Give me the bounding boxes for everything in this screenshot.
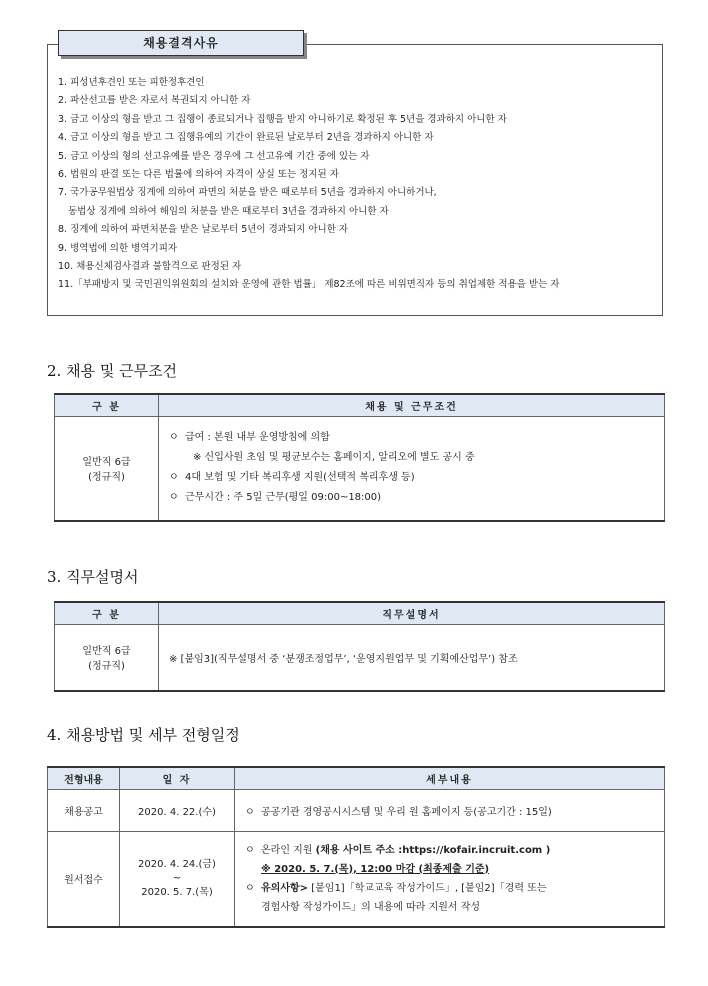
list-item: 11.「부패방지 및 국민권익위원회의 설치와 운영에 관한 법률」 제82조에 따른 비위면직자 등의 취업제한 적용을 받는 자: [58, 279, 560, 291]
section2-heading: 2. 채용 및 근무조건: [47, 362, 178, 380]
category-cell: [55, 624, 159, 691]
column-header-description: 직무설명서: [159, 602, 665, 624]
list-item: 2. 파산선고를 받은 자로서 복권되지 아니한 자: [58, 95, 251, 107]
column-header-category: 구 분: [55, 602, 159, 624]
column-header-date: 일 자: [120, 767, 235, 789]
notice-line: [245, 879, 654, 898]
detail-text: 공공기관 경영공시시스템 및 우리 원 홈페이지 등(공고기간 : 15일): [261, 806, 552, 818]
bullet-icon: ㅇ: [245, 844, 255, 856]
date-cell: 2020. 4. 22.(수): [120, 789, 235, 831]
online-label: 온라인 지원: [261, 844, 313, 856]
bullet-icon: ㅇ: [245, 806, 255, 818]
conditions-cell: [159, 416, 665, 521]
section3-heading: 3. 직무설명서: [47, 568, 139, 586]
note-text: 경험사항 작성가이드」의 내용에 따라 지원서 작성: [261, 901, 481, 913]
condition-salary-note: [169, 448, 654, 468]
schedule-table: [47, 766, 665, 928]
category-line2: (정규직): [88, 472, 125, 484]
online-application: [245, 841, 654, 860]
column-header-category: 구 분: [55, 394, 159, 416]
bullet-icon: ㅇ: [169, 472, 179, 484]
job-description-table: [54, 601, 665, 692]
category-line1: 일반직 6급: [82, 646, 131, 658]
date-start: 2020. 4. 24.(금): [138, 858, 216, 870]
bullet-icon: ㅇ: [245, 882, 255, 894]
stage-cell: 원서접수: [48, 831, 120, 927]
column-header-detail: 세부내용: [235, 767, 665, 789]
category-cell: [55, 416, 159, 521]
note-text: [붙임1]「학교교육 작성가이드」, [붙임2]「경력 또는: [311, 882, 547, 894]
condition-hours: [169, 488, 654, 508]
title-shadow-bottom: [61, 56, 307, 59]
note-label: 유의사항>: [261, 882, 309, 894]
list-item: 8. 징계에 의하여 파면처분을 받은 날로부터 5년이 경과되지 아니한 자: [58, 224, 349, 236]
category-line2: (정규직): [88, 661, 125, 673]
date-end: 2020. 5. 7.(목): [141, 886, 213, 898]
list-item: 10. 채용신체검사결과 불합격으로 판정된 자: [58, 261, 242, 273]
detail-cell: [235, 831, 665, 927]
bullet-icon: ㅇ: [169, 492, 179, 504]
column-header-conditions: 채용 및 근무조건: [159, 394, 665, 416]
category-line1: 일반직 6급: [82, 457, 131, 469]
section4-heading: 4. 채용방법 및 세부 전형일정: [47, 726, 240, 744]
deadline-line: [245, 860, 654, 879]
list-item: 6. 법원의 판결 또는 다른 법률에 의하여 자격이 상실 또는 정지된 자: [58, 169, 339, 181]
condition-text: 급여 : 본원 내부 운영방침에 의함: [185, 432, 330, 444]
list-item: 4. 금고 이상의 형을 받고 그 집행유예의 기간이 완료된 날로부터 2년을 경과하지 아니한 자: [58, 132, 434, 144]
recruit-site-link[interactable]: (채용 사이트 주소 :https://kofair.incruit.com ): [315, 844, 551, 856]
condition-text: 4대 보험 및 기타 복리후생 지원(선택적 복리후생 등): [185, 472, 415, 484]
description-cell: ※ [붙임3](직무설명서 중 ‘분쟁조정업무’, ‘운영지원업무 및 기획예산업무’) 참조: [159, 624, 665, 691]
stage-cell: 채용공고: [48, 789, 120, 831]
date-cell: [120, 831, 235, 927]
bullet-icon: ㅇ: [169, 432, 179, 444]
detail-cell: [235, 789, 665, 831]
list-item: 5. 금고 이상의 형의 선고유예를 받은 경우에 그 선고유예 기간 중에 있는 자: [58, 150, 370, 162]
list-item: 9. 병역법에 의한 병역기피자: [58, 242, 178, 254]
column-header-stage: 전형내용: [48, 767, 120, 789]
employment-conditions-table: [54, 393, 665, 522]
disqualification-title: 채용결격사유: [58, 30, 304, 56]
date-separator: ~: [172, 872, 182, 884]
list-item-continuation: 동법상 징계에 의하여 해임의 처분을 받은 때로부터 3년을 경과하지 아니한 자: [68, 205, 389, 217]
list-item: 1. 피성년후견인 또는 피한정후견인: [58, 77, 205, 88]
condition-salary: [169, 428, 654, 448]
deadline-text: ※ 2020. 5. 7.(목), 12:00 마감 (최종제출 기준): [261, 863, 490, 875]
condition-text: ※ 신입사원 초임 및 평균보수는 홈페이지, 알리오에 별도 공시 중: [193, 452, 475, 464]
disqualification-list: [58, 74, 658, 295]
list-item: 7. 국가공무원법상 징계에 의하여 파면의 처분을 받은 때로부터 5년을 경과하지 아니하거나,: [58, 187, 437, 199]
condition-insurance: [169, 468, 654, 488]
list-item: 3. 금고 이상의 형을 받고 그 집행이 종료되거나 집행을 받지 아니하기로 확정된 후 5년을 경과하지 아니한 자: [58, 113, 507, 125]
condition-text: 근무시간 : 주 5일 근무(평일 09:00~18:00): [185, 492, 382, 504]
notice-line-continued: [245, 898, 654, 917]
